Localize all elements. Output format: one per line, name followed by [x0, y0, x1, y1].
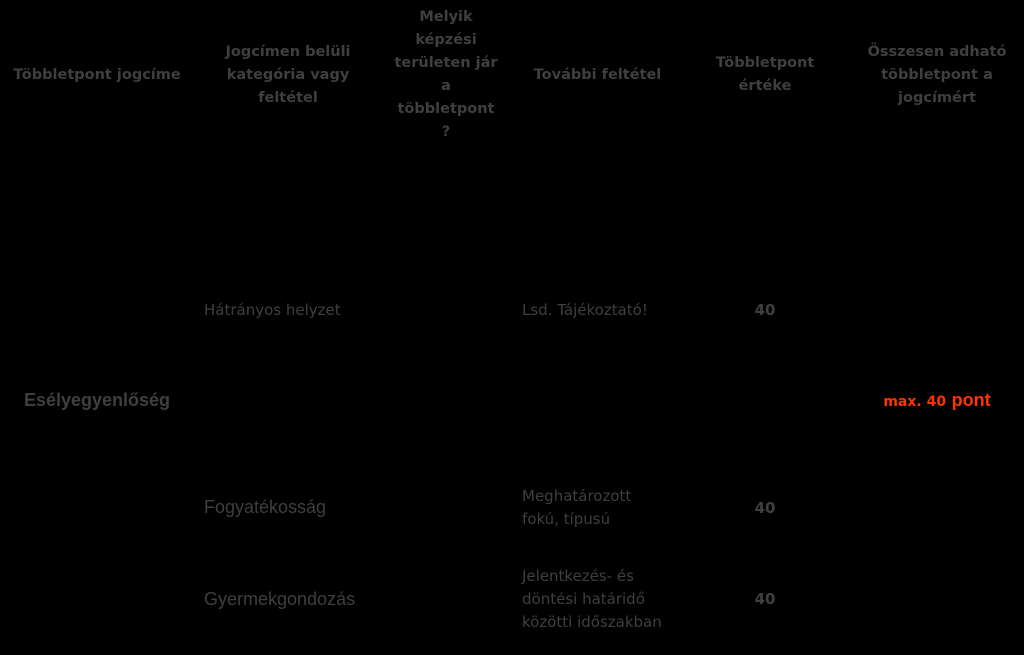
row-hatranyos-kategoria: Hátrányos helyzet	[204, 301, 341, 319]
row-hatranyos-feltetel: Lsd. Tájékoztató!	[522, 301, 648, 319]
header-feltetel: További feltétel	[533, 67, 662, 83]
row-gyermekgondozas-feltetel: Jelentkezés- és döntési határidő közötti időszakban	[522, 567, 662, 631]
header-terulet: Melyik képzési területen jár a többletpont ?	[394, 9, 498, 140]
row-gyermekgondozas-ertek: 40	[754, 590, 776, 608]
header-kategoria: Jogcímen belüli kategória vagy feltétel	[225, 44, 351, 106]
row-hatranyos-ertek: 40	[754, 301, 776, 319]
max-points-prefix: max. 40	[883, 394, 947, 410]
row-fogyatekossag-kategoria: Fogyatékosság	[204, 497, 327, 517]
jogcim-title: Esélyegyenlőség	[23, 390, 171, 410]
max-points	[850, 390, 1024, 411]
row-gyermekgondozas-kategoria: Gyermekgondozás	[204, 589, 356, 609]
row-fogyatekossag-feltetel: Meghatározott fokú, típusú	[522, 487, 632, 528]
header-ertek: Többletpont értéke	[715, 55, 815, 94]
row-fogyatekossag-ertek: 40	[754, 499, 776, 517]
max-points-suffix: pont	[951, 390, 991, 410]
header-osszesen: Összesen adható többletpont a jogcímért	[867, 44, 1007, 106]
header-jogcim: Többletpont jogcíme	[13, 67, 181, 83]
